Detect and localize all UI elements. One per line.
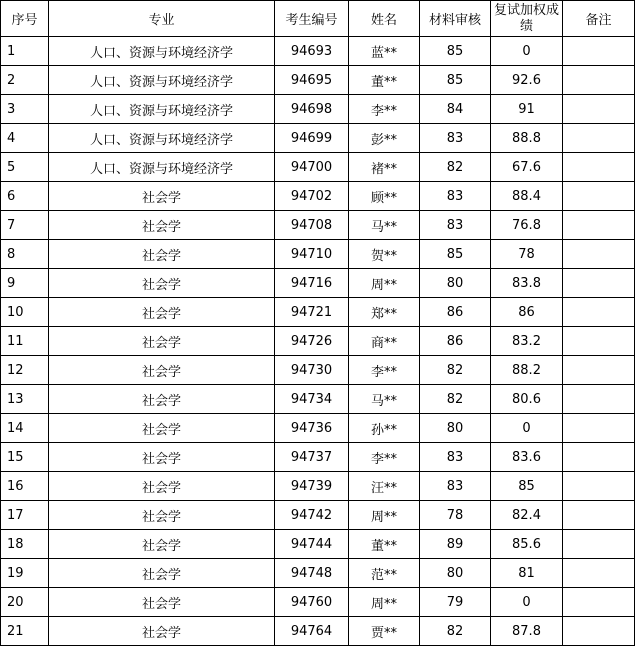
- table-row: [1, 588, 635, 617]
- cell-major: 社会学: [49, 443, 275, 472]
- cell-exam-no: 94708: [275, 211, 349, 240]
- cell-seq: 15: [1, 443, 49, 472]
- cell-name: 顾**: [349, 182, 420, 211]
- cell-material: 89: [420, 530, 491, 559]
- table-row: [1, 182, 635, 211]
- cell-retest: 81: [491, 559, 563, 588]
- table-row: [1, 124, 635, 153]
- cell-retest: 88.4: [491, 182, 563, 211]
- cell-exam-no: 94702: [275, 182, 349, 211]
- cell-retest: 67.6: [491, 153, 563, 182]
- cell-material: 82: [420, 385, 491, 414]
- cell-seq: 18: [1, 530, 49, 559]
- cell-seq: 16: [1, 472, 49, 501]
- cell-material: 86: [420, 327, 491, 356]
- cell-seq: 8: [1, 240, 49, 269]
- cell-retest: 83.6: [491, 443, 563, 472]
- cell-name: 周**: [349, 501, 420, 530]
- cell-major: 人口、资源与环境经济学: [49, 66, 275, 95]
- cell-retest: 78: [491, 240, 563, 269]
- cell-material: 83: [420, 124, 491, 153]
- cell-material: 84: [420, 95, 491, 124]
- cell-note: [563, 617, 635, 646]
- cell-seq: 11: [1, 327, 49, 356]
- cell-retest: 85: [491, 472, 563, 501]
- cell-seq: 14: [1, 414, 49, 443]
- table-row: [1, 66, 635, 95]
- cell-note: [563, 501, 635, 530]
- table-row: [1, 356, 635, 385]
- cell-note: [563, 530, 635, 559]
- cell-name: 范**: [349, 559, 420, 588]
- header-retest: 复试加权成绩: [491, 1, 563, 37]
- header-exam-no: 考生编号: [275, 1, 349, 37]
- cell-exam-no: 94744: [275, 530, 349, 559]
- table-row: [1, 501, 635, 530]
- cell-note: [563, 153, 635, 182]
- cell-material: 78: [420, 501, 491, 530]
- cell-seq: 12: [1, 356, 49, 385]
- cell-name: 褚**: [349, 153, 420, 182]
- cell-exam-no: 94730: [275, 356, 349, 385]
- cell-major: 社会学: [49, 182, 275, 211]
- cell-exam-no: 94716: [275, 269, 349, 298]
- cell-exam-no: 94695: [275, 66, 349, 95]
- table-row: [1, 37, 635, 66]
- cell-exam-no: 94698: [275, 95, 349, 124]
- cell-exam-no: 94737: [275, 443, 349, 472]
- cell-retest: 85.6: [491, 530, 563, 559]
- cell-note: [563, 66, 635, 95]
- cell-exam-no: 94699: [275, 124, 349, 153]
- cell-exam-no: 94736: [275, 414, 349, 443]
- cell-seq: 19: [1, 559, 49, 588]
- cell-material: 83: [420, 443, 491, 472]
- table-row: [1, 472, 635, 501]
- cell-retest: 0: [491, 37, 563, 66]
- cell-major: 人口、资源与环境经济学: [49, 124, 275, 153]
- cell-name: 贺**: [349, 240, 420, 269]
- cell-note: [563, 472, 635, 501]
- cell-retest: 86: [491, 298, 563, 327]
- cell-exam-no: 94739: [275, 472, 349, 501]
- cell-major: 社会学: [49, 588, 275, 617]
- cell-material: 85: [420, 66, 491, 95]
- cell-seq: 4: [1, 124, 49, 153]
- table-row: [1, 327, 635, 356]
- cell-note: [563, 327, 635, 356]
- cell-note: [563, 298, 635, 327]
- cell-note: [563, 588, 635, 617]
- cell-material: 80: [420, 559, 491, 588]
- cell-major: 人口、资源与环境经济学: [49, 153, 275, 182]
- cell-retest: 83.8: [491, 269, 563, 298]
- cell-exam-no: 94726: [275, 327, 349, 356]
- cell-exam-no: 94721: [275, 298, 349, 327]
- cell-seq: 10: [1, 298, 49, 327]
- cell-exam-no: 94748: [275, 559, 349, 588]
- cell-note: [563, 182, 635, 211]
- cell-name: 马**: [349, 385, 420, 414]
- cell-note: [563, 37, 635, 66]
- cell-material: 85: [420, 37, 491, 66]
- cell-seq: 2: [1, 66, 49, 95]
- cell-material: 82: [420, 153, 491, 182]
- cell-note: [563, 385, 635, 414]
- cell-note: [563, 443, 635, 472]
- cell-exam-no: 94734: [275, 385, 349, 414]
- header-major: 专业: [49, 1, 275, 37]
- table-row: [1, 385, 635, 414]
- cell-major: 社会学: [49, 269, 275, 298]
- cell-name: 董**: [349, 530, 420, 559]
- header-name: 姓名: [349, 1, 420, 37]
- cell-seq: 9: [1, 269, 49, 298]
- header-material: 材料审核: [420, 1, 491, 37]
- table-row: [1, 269, 635, 298]
- cell-major: 社会学: [49, 356, 275, 385]
- header-row: [1, 1, 635, 37]
- cell-seq: 20: [1, 588, 49, 617]
- cell-material: 86: [420, 298, 491, 327]
- cell-seq: 17: [1, 501, 49, 530]
- cell-major: 社会学: [49, 327, 275, 356]
- cell-retest: 76.8: [491, 211, 563, 240]
- cell-retest: 0: [491, 414, 563, 443]
- cell-name: 彭**: [349, 124, 420, 153]
- cell-seq: 13: [1, 385, 49, 414]
- cell-material: 79: [420, 588, 491, 617]
- cell-major: 社会学: [49, 472, 275, 501]
- cell-name: 李**: [349, 443, 420, 472]
- cell-note: [563, 240, 635, 269]
- cell-major: 社会学: [49, 414, 275, 443]
- table-row: [1, 211, 635, 240]
- cell-note: [563, 414, 635, 443]
- cell-major: 人口、资源与环境经济学: [49, 37, 275, 66]
- cell-major: 社会学: [49, 530, 275, 559]
- cell-major: 社会学: [49, 298, 275, 327]
- cell-retest: 82.4: [491, 501, 563, 530]
- cell-name: 李**: [349, 356, 420, 385]
- cell-name: 孙**: [349, 414, 420, 443]
- cell-note: [563, 269, 635, 298]
- cell-seq: 1: [1, 37, 49, 66]
- cell-material: 82: [420, 356, 491, 385]
- cell-seq: 3: [1, 95, 49, 124]
- cell-note: [563, 559, 635, 588]
- cell-name: 郑**: [349, 298, 420, 327]
- cell-exam-no: 94700: [275, 153, 349, 182]
- cell-material: 83: [420, 211, 491, 240]
- header-note: 备注: [563, 1, 635, 37]
- cell-major: 社会学: [49, 617, 275, 646]
- cell-retest: 91: [491, 95, 563, 124]
- cell-material: 82: [420, 617, 491, 646]
- cell-retest: 88.8: [491, 124, 563, 153]
- table-body: [1, 37, 635, 646]
- cell-major: 社会学: [49, 501, 275, 530]
- cell-exam-no: 94693: [275, 37, 349, 66]
- cell-material: 80: [420, 414, 491, 443]
- table-row: [1, 443, 635, 472]
- cell-name: 董**: [349, 66, 420, 95]
- cell-retest: 92.6: [491, 66, 563, 95]
- cell-name: 李**: [349, 95, 420, 124]
- cell-name: 周**: [349, 588, 420, 617]
- cell-exam-no: 94710: [275, 240, 349, 269]
- cell-retest: 80.6: [491, 385, 563, 414]
- cell-exam-no: 94764: [275, 617, 349, 646]
- table-row: [1, 298, 635, 327]
- table-row: [1, 559, 635, 588]
- cell-material: 85: [420, 240, 491, 269]
- cell-exam-no: 94742: [275, 501, 349, 530]
- cell-material: 83: [420, 472, 491, 501]
- table-row: [1, 530, 635, 559]
- cell-name: 马**: [349, 211, 420, 240]
- cell-exam-no: 94760: [275, 588, 349, 617]
- table-row: [1, 617, 635, 646]
- cell-major: 社会学: [49, 559, 275, 588]
- table-row: [1, 153, 635, 182]
- cell-note: [563, 124, 635, 153]
- cell-retest: 0: [491, 588, 563, 617]
- cell-retest: 83.2: [491, 327, 563, 356]
- header-seq: 序号: [1, 1, 49, 37]
- cell-major: 社会学: [49, 240, 275, 269]
- cell-name: 贾**: [349, 617, 420, 646]
- cell-seq: 7: [1, 211, 49, 240]
- cell-major: 社会学: [49, 385, 275, 414]
- table-row: [1, 95, 635, 124]
- cell-note: [563, 356, 635, 385]
- cell-material: 80: [420, 269, 491, 298]
- cell-name: 汪**: [349, 472, 420, 501]
- cell-note: [563, 95, 635, 124]
- cell-name: 周**: [349, 269, 420, 298]
- cell-major: 人口、资源与环境经济学: [49, 95, 275, 124]
- cell-retest: 87.8: [491, 617, 563, 646]
- cell-name: 商**: [349, 327, 420, 356]
- cell-name: 蓝**: [349, 37, 420, 66]
- cell-material: 83: [420, 182, 491, 211]
- cell-seq: 5: [1, 153, 49, 182]
- cell-seq: 6: [1, 182, 49, 211]
- cell-major: 社会学: [49, 211, 275, 240]
- table-row: [1, 414, 635, 443]
- cell-note: [563, 211, 635, 240]
- cell-retest: 88.2: [491, 356, 563, 385]
- table-row: [1, 240, 635, 269]
- cell-seq: 21: [1, 617, 49, 646]
